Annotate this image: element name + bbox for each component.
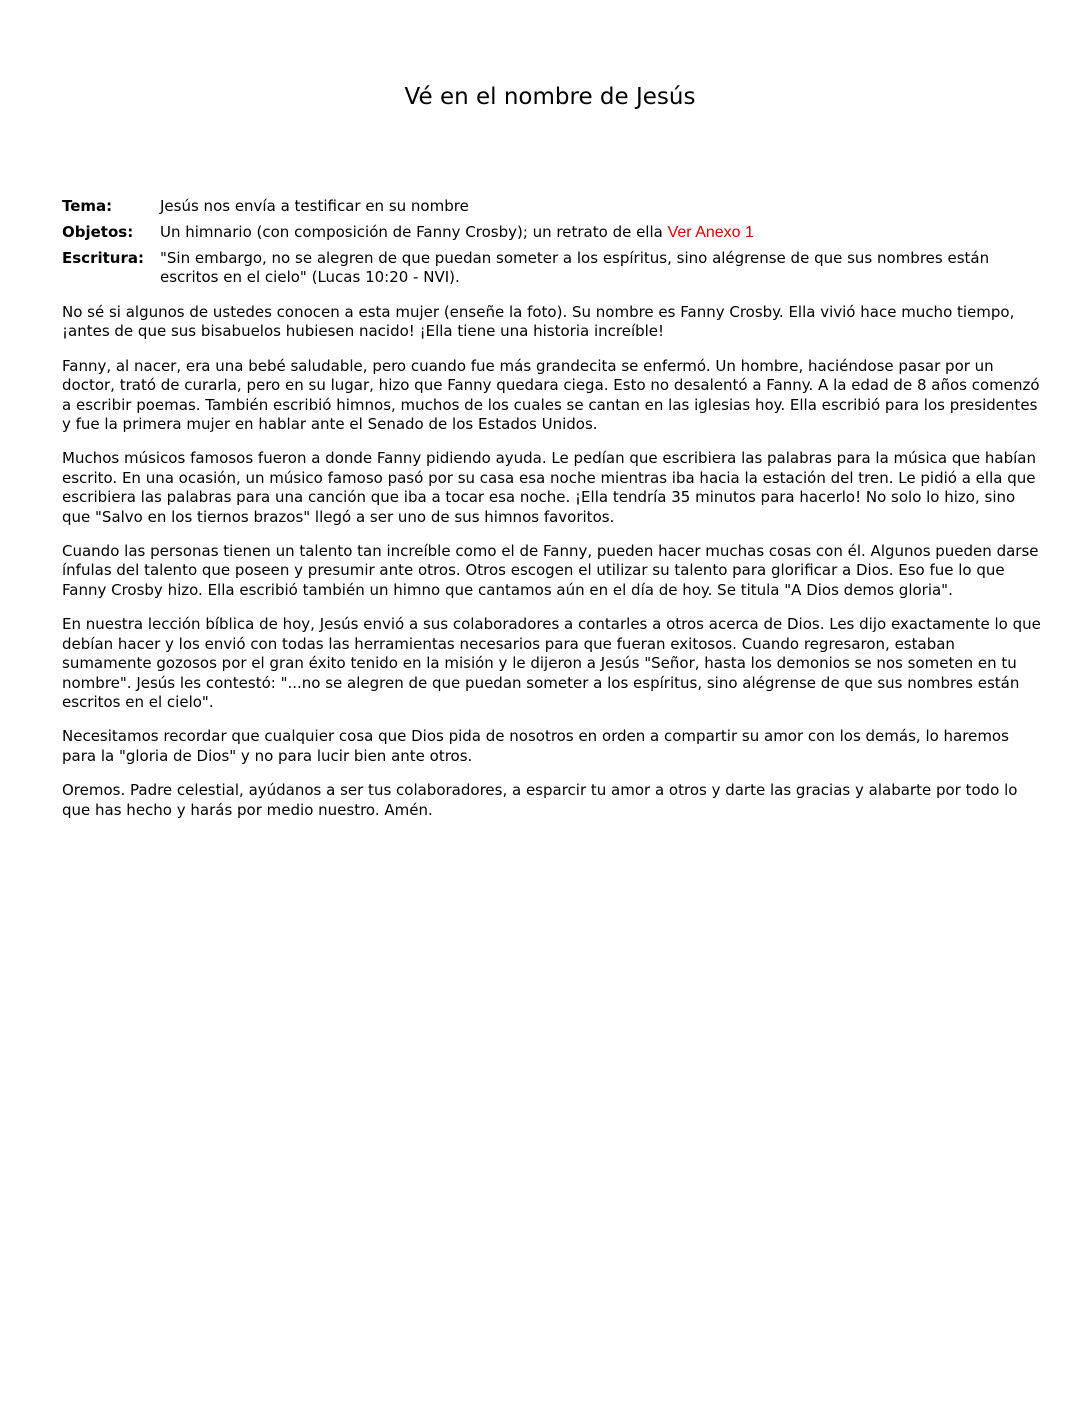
lesson-body [62, 303, 1042, 835]
tema-value: Jesús nos envía a testificar en su nombre [160, 197, 469, 215]
paragraph-intro: No sé si algunos de ustedes conocen a esta mujer (enseñe la foto). Su nombre es Fanny Crosby. Ella vivió hace mucho tiempo, ¡antes de que sus bisabuelos hubiesen nacido! ¡Ella tiene una historia increíble! [62, 303, 1015, 341]
objetos-label: Objetos: [62, 223, 134, 241]
objetos-value: Un himnario (con composición de Fanny Crosby); un retrato de ella [160, 223, 668, 241]
escritura-label: Escritura: [62, 249, 144, 267]
annex-link[interactable]: Ver Anexo 1 [667, 224, 754, 241]
objetos-cell [160, 223, 1042, 249]
paragraph-childhood: Fanny, al nacer, era una bebé saludable, pero cuando fue más grandecita se enfermó. Un hombre, haciéndose pasar por un doctor, trató de curarla, pero en su lugar, hizo que Fanny quedara ciega. Esto no desalentó a Fanny. A la edad de 8 años comenzó a escribir poemas. También escribió himnos, muchos de los cuales se cantan en las iglesias hoy. Ella escribió para los presidentes y fue la primera mujer en hablar ante el Senado de los Estados Unidos. [62, 356, 1040, 434]
paragraph-lesson: En nuestra lección bíblica de hoy, Jesús envió a sus colaboradores a contarles a otros acerca de Dios. Les dijo exactamente lo que debían hacer y los envió con todas las herramientas necesarios para que fueran exitosos. Cuando regresaron, estaban sumamente gozosos por el gran éxito tenido en la misión y le dijeron a Jesús "Señor, hasta los demonios se nos someten en tu nombre". Jesús les contestó: "...no se alegren de que puedan someter a los espíritus, sino alégrense de que sus nombres están escritos en el cielo". [62, 615, 1041, 711]
page-title: Vé en el nombre de Jesús [404, 84, 696, 110]
paragraph-reminder: Necesitamos recordar que cualquier cosa que Dios pida de nosotros en orden a compartir su amor con los demás, lo haremos para la "gloria de Dios" y no para lucir bien ante otros. [62, 727, 1009, 765]
escritura-row [62, 249, 1042, 294]
paragraph-talent: Cuando las personas tienen un talento tan increíble como el de Fanny, pueden hacer muchas cosas con él. Algunos pueden darse ínfulas del talento que poseen y presumir ante otros. Otros escogen el utilizar su talento para glorificar a Dios. Eso fue lo que Fanny Crosby hizo. Ella escribió también un himno que cantamos aún en el día de hoy. Se titula "A Dios demos gloria". [62, 542, 1039, 599]
objetos-row [62, 223, 1042, 249]
paragraph-musicians: Muchos músicos famosos fueron a donde Fanny pidiendo ayuda. Le pedían que escribiera las palabras para la música que habían escrito. En una ocasión, un músico famoso pasó por su casa esa noche mientras iba hacia la estación del tren. Le pidió a ella que escribiera las palabras para una canción que iba a tocar esa noche. ¡Ella tendría 35 minutos para hacerlo! No solo lo hizo, sino que "Salvo en los tiernos brazos" llegó a ser uno de sus himnos favoritos. [62, 449, 1036, 526]
lesson-info-table [62, 197, 1042, 294]
escritura-value: "Sin embargo, no se alegren de que puedan someter a los espíritus, sino alégrense de que sus nombres están escritos en el cielo" (Lucas 10:20 - NVI). [160, 249, 990, 286]
tema-label: Tema: [62, 197, 113, 215]
tema-row [62, 197, 1042, 223]
paragraph-prayer: Oremos. Padre celestial, ayúdanos a ser tus colaboradores, a esparcir tu amor a otros y darte las gracias y alabarte por todo lo que has hecho y harás por medio nuestro. Amén. [62, 781, 1018, 819]
